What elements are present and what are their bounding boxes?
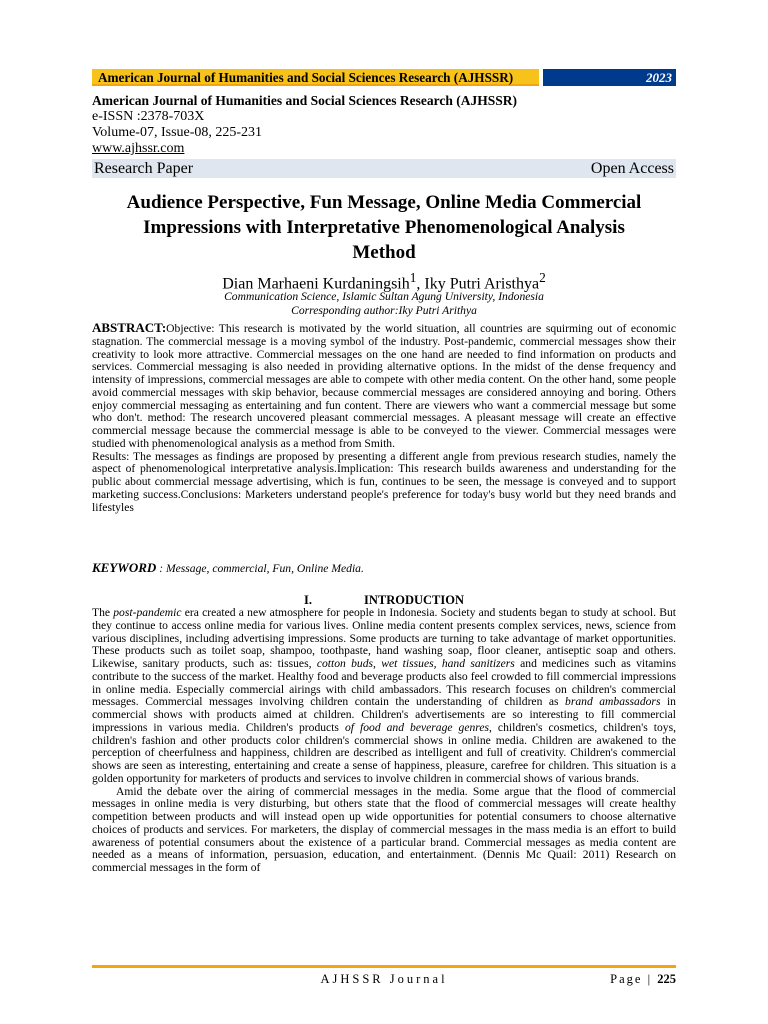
journal-year: 2023 xyxy=(543,69,676,86)
footer-journal: AJHSSR Journal xyxy=(320,972,448,986)
keywords xyxy=(92,561,676,576)
abstract xyxy=(92,322,676,514)
italic-run: post-pandemic xyxy=(113,606,182,619)
journal-banner xyxy=(92,69,676,86)
page-word: Page xyxy=(610,972,643,986)
text-run: era created a new atmosphere for people in Indonesia. Society and students began to study at school. But they continue to access online media for various lives. Online media content presents complex services, news, science from various disciplines, including advertising impressions. Some products are turning to take advantage of market opportunities. These products such as toilet soap, shampoo, toothpaste, hand washing soap, floor cleaner, antiseptic soap and others. Likewise, sanitary products, such as: tissues, xyxy=(92,606,676,670)
journal-banner-title: American Journal of Humanities and Social Sciences Research (AJHSSR) xyxy=(92,69,539,86)
article-title xyxy=(92,190,676,265)
corresponding-author: Corresponding author:Iky Putri Arithya xyxy=(291,304,477,317)
paper-type-bar xyxy=(92,159,676,178)
page-separator: | xyxy=(642,972,658,986)
page-number xyxy=(610,972,676,987)
author-affil-mark: 2 xyxy=(539,270,546,285)
affiliation: Communication Science, Islamic Sultan Agung University, Indonesia xyxy=(224,290,544,303)
paragraph: Amid the debate over the airing of commercial messages in the media. Some argue that the flood of commercial messages in online media is very disturbing, but others state that the flood of commercial messages will create healthy competition between products and will instead open up wide opportunities for potential consumers to choose alternative choices of products and services. For marketers, the display of commercial messages in the mass media is an effort to build awareness of potential consumers about the existence of a particular brand. Commercial messages as media content are needed as a means of information, persuasion, education, and entertainment. (Dennis Mc Quail: 2011) Research on commercial messages in the form of xyxy=(92,784,676,874)
italic-run: of food and beverage genres xyxy=(344,720,490,734)
paragraph xyxy=(92,607,676,786)
introduction-body xyxy=(92,607,676,875)
eissn: e-ISSN :2378-703X xyxy=(92,109,205,124)
abstract-label: ABSTRACT: xyxy=(92,320,167,335)
author-affil-mark: 1 xyxy=(409,270,417,285)
page-num: 225 xyxy=(657,972,676,986)
title-line: Method xyxy=(352,242,416,263)
section-number: I. xyxy=(303,593,312,607)
section-heading xyxy=(92,593,676,607)
text-run: , children's cosmetics, children's toys, children's fashion and other products color children's commercial shows in online media. Children are awakened to the perception of cheerfulness and happiness, children are described as intelligent and full of creativity. Children's commercial shows are seen as interesting, entertaining and create a sense of happiness, pleasure, carefree for children. This situation is a golden opportunity for marketers of products and services to involve children in commercial shows of various brands. xyxy=(92,720,676,785)
affiliation-block xyxy=(92,290,676,318)
section-title: INTRODUCTION xyxy=(363,593,464,607)
access-type: Open Access xyxy=(590,159,674,177)
title-line: Impressions with Interpretative Phenomenological Analysis xyxy=(143,217,625,238)
page-footer xyxy=(92,972,676,988)
author-separator: , xyxy=(416,275,425,293)
journal-website-link[interactable]: www.ajhssr.com xyxy=(92,141,185,156)
abstract-text: Objective: This research is motivated by the world situation, all countries are squirming out of economic stagnation. The commercial message is a moving symbol of the industry. Post-pandemic, commercial messages show their creativity to look more attractive. Commercial messages on the one hand are needed to find information on products and services. Commercial messaging is also needed in providing alternative options. In the midst of the dense frequency and intensity of impressions, commercial messages are able to compete with other media content. On the other hand, some people avoid commercial messages with skip behavior, because commercial messages are considered annoying and boring. Others enjoy commercial messaging as entertaining and fun content. There are viewers who want a commercial message but some who don't. method: The research uncovered pleasant commercial messages. A pleasant message will create an effective commercial message because the commercial message is able to be conveyed to the viewer. Commercial messages were studied with phenomenological analysis as a method from Smith. xyxy=(92,322,676,450)
keyword-text: : Message, commercial, Fun, Online Media. xyxy=(156,562,364,575)
title-line: Audience Perspective, Fun Message, Online Media Commercial xyxy=(126,192,642,213)
abstract-results: Results: The messages as findings are proposed by presenting a different angle from previous research studies, namely the aspect of phenomenological interpretative analysis.Implication: This research builds awareness and understanding for the public about commercial message advertising, which is fun, continues to be seen, the message is conveyed and to support marketing success.Conclusions: Marketers understand people's preference for today's busy world but they need brands and lifestyles xyxy=(92,449,676,514)
text-run: in commercial shows with products aimed at children. Children's advertisements are so interesting to fill commercial impressions in various media. Children's products xyxy=(92,695,676,734)
keyword-label: KEYWORD xyxy=(92,560,157,575)
paper-type: Research Paper xyxy=(94,159,194,177)
journal-meta xyxy=(92,93,676,157)
author-name: Iky Putri Aristhya xyxy=(424,275,540,293)
volume-info: Volume-07, Issue-08, 225-231 xyxy=(92,125,263,140)
journal-name: American Journal of Humanities and Social Sciences Research (AJHSSR) xyxy=(92,93,517,108)
italic-run: cotton buds, wet tissues, hand sanitizers xyxy=(316,657,515,670)
author-name: Dian Marhaeni Kurdaningsih xyxy=(222,275,410,293)
text-run: The xyxy=(92,606,114,619)
italic-run: brand ambassadors xyxy=(565,695,661,709)
text-run: and medicines such as vitamins contribute to the success of the market. Healthy food and beverage products also feel crowded to fill commercial impressions in online media. Especially commercial airings with child ambassadors. This research focuses on children's commercial messages. Commercial messages involving children contain the understanding of children as xyxy=(92,657,677,709)
footer-rule xyxy=(92,965,676,968)
